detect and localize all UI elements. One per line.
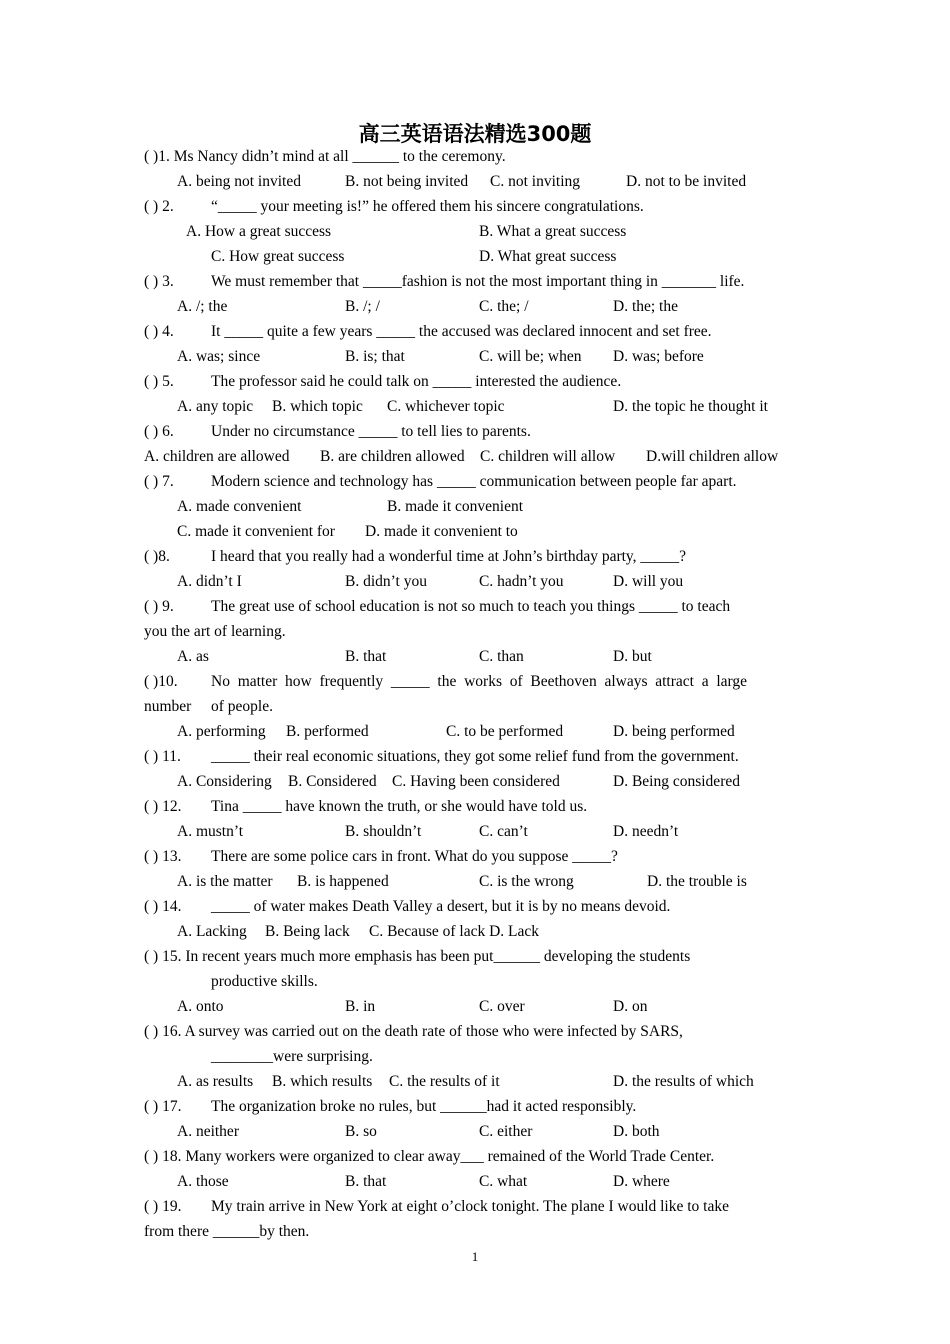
text-line: A. didn’t I (177, 573, 242, 590)
text-line-segment: C. will be; when (479, 348, 582, 365)
text-line-segment: D. needn’t (613, 823, 679, 840)
text-line: ( ) 16. A survey was carried out on the death rate of those who were infected by SARS, (144, 1023, 683, 1040)
text-line: A. was; since (177, 348, 261, 365)
text-line-segment: B. What a great success (479, 223, 627, 240)
text-line: A. those (177, 1173, 229, 1190)
text-line: number (144, 698, 192, 715)
text-line-segment: D. but (613, 648, 652, 665)
text-line-segment: The professor said he could talk on _____ interested the audience. (211, 373, 622, 390)
text-line: A. neither (177, 1123, 239, 1140)
text-line: A. as (177, 648, 209, 665)
text-line: A. performing (177, 723, 266, 740)
text-line: ( ) 5. (144, 373, 174, 390)
text-line-segment: D. both (613, 1123, 660, 1140)
text-line: ( ) 2. (144, 198, 174, 215)
text-line: from there ______by then. (144, 1223, 310, 1240)
text-line-segment: D. on (613, 998, 648, 1015)
text-line-segment: C. over (479, 998, 525, 1015)
text-line: A. /; the (177, 298, 228, 315)
text-line-segment: C. whichever topic (387, 398, 505, 415)
page-number: 1 (471, 1249, 479, 1264)
text-line-segment: D. was; before (613, 348, 704, 365)
text-line: ( ) 14. (144, 898, 182, 915)
text-line-segment: C. Because of lack D. Lack (369, 923, 540, 940)
text-line: productive skills. (211, 973, 318, 990)
text-line: ( ) 11. (144, 748, 181, 765)
text-line: ________were surprising. (211, 1048, 373, 1065)
text-line-segment: B. didn’t you (345, 573, 427, 590)
text-line-segment: D. will you (613, 573, 684, 590)
text-line-segment: I heard that you really had a wonderful time at John’s birthday party, _____? (211, 548, 687, 565)
text-line-segment: No matter how frequently _____ the works of Beethoven always attract a large (211, 673, 748, 690)
text-line: ( ) 7. (144, 473, 174, 490)
text-line-segment: of people. (211, 698, 273, 715)
text-line-segment: _____ of water makes Death Valley a desert, but it is by no means devoid. (211, 898, 671, 915)
text-line: ( )8. (144, 548, 170, 565)
text-line: A. any topic (177, 398, 254, 415)
text-line-segment: The organization broke no rules, but ______had it acted responsibly. (211, 1098, 637, 1115)
text-line: ( ) 9. (144, 598, 174, 615)
text-line: ( ) 12. (144, 798, 182, 815)
text-line-segment: _____ their real economic situations, they got some relief fund from the government. (211, 748, 739, 765)
text-line-segment: C. can’t (479, 823, 528, 840)
text-line-segment: B. /; / (345, 298, 380, 315)
text-line-segment: C. the results of it (389, 1073, 500, 1090)
text-line-segment: B. that (345, 648, 387, 665)
text-line: A. made convenient (177, 498, 302, 515)
text-line-segment: We must remember that _____fashion is not the most important thing in _______ life. (211, 273, 745, 290)
text-line: A. is the matter (177, 873, 273, 890)
text-line: C. How great success (211, 248, 345, 265)
text-line-segment: D. What great success (479, 248, 617, 265)
text-line-segment: B. are children allowed (320, 448, 465, 465)
text-line: A. Lacking (177, 923, 247, 940)
text-line: A. children are allowed (144, 448, 290, 465)
text-line-segment: D. the trouble is (647, 873, 747, 890)
text-line-segment: D.will children allow (646, 448, 779, 465)
text-line: ( ) 19. (144, 1198, 182, 1215)
text-line-segment: C. is the wrong (479, 873, 574, 890)
text-line-segment: My train arrive in New York at eight o’clock tonight. The plane I would like to take (211, 1198, 729, 1215)
text-line-segment: C. than (479, 648, 524, 665)
text-line-segment: There are some police cars in front. What do you suppose _____? (211, 848, 618, 865)
page-title: 高三英语语法精选300题 (358, 122, 592, 146)
text-line-segment: B. in (345, 998, 376, 1015)
text-line-segment: C. either (479, 1123, 533, 1140)
text-line-segment: B. not being invited (345, 173, 469, 190)
text-line-segment: B. shouldn’t (345, 823, 422, 840)
text-line: C. made it convenient for (177, 523, 335, 540)
text-line: A. being not invited (177, 173, 301, 190)
text-line-segment: C. what (479, 1173, 528, 1190)
text-line: A. Considering (177, 773, 272, 790)
text-line: A. as results (177, 1073, 254, 1090)
text-line-segment: C. hadn’t you (479, 573, 564, 590)
text-line: ( ) 4. (144, 323, 174, 340)
text-line-segment: B. made it convenient (387, 498, 524, 515)
text-line: A. onto (177, 998, 224, 1015)
text-line-segment: Under no circumstance _____ to tell lies to parents. (211, 423, 531, 440)
text-line-segment: D. the; the (613, 298, 678, 315)
text-line-segment: B. so (345, 1123, 377, 1140)
text-line-segment: C. Having been considered (392, 773, 560, 790)
text-line: ( ) 3. (144, 273, 174, 290)
text-line-segment: C. not inviting (490, 173, 580, 190)
text-line-segment: D. where (613, 1173, 670, 1190)
text-line: ( ) 6. (144, 423, 174, 440)
text-line-segment: D. the topic he thought it (613, 398, 768, 415)
text-line-segment: D. made it convenient to (365, 523, 518, 540)
text-line-segment: B. is happened (297, 873, 389, 890)
text-line-segment: “_____ your meeting is!” he offered them his sincere congratulations. (211, 198, 644, 215)
text-line-segment: B. which results (272, 1073, 373, 1090)
text-line-segment: D. not to be invited (626, 173, 747, 190)
text-line: A. How a great success (186, 223, 332, 240)
text-line-segment: B. that (345, 1173, 387, 1190)
text-line-segment: D. being performed (613, 723, 735, 740)
text-line-segment: The great use of school education is not so much to teach you things _____ to teach (211, 598, 731, 615)
text-line-segment: C. children will allow (480, 448, 616, 465)
text-line: ( ) 17. (144, 1098, 182, 1115)
text-line: ( )1. Ms Nancy didn’t mind at all ______ to the ceremony. (144, 148, 506, 165)
text-line-segment: B. is; that (345, 348, 405, 365)
text-line-segment: B. which topic (272, 398, 363, 415)
text-line-segment: D. the results of which (613, 1073, 754, 1090)
text-line: A. mustn’t (177, 823, 244, 840)
text-line-segment: B. Considered (288, 773, 377, 790)
text-line-segment: Tina _____ have known the truth, or she would have told us. (211, 798, 588, 815)
text-line-segment: It _____ quite a few years _____ the accused was declared innocent and set free. (211, 323, 712, 340)
text-line: ( ) 15. In recent years much more emphasis has been put______ developing the students (144, 948, 691, 965)
text-line: ( ) 13. (144, 848, 182, 865)
text-line: you the art of learning. (144, 623, 286, 640)
text-line-segment: C. to be performed (446, 723, 564, 740)
text-line-segment: B. Being lack (265, 923, 350, 940)
text-line-segment: C. the; / (479, 298, 529, 315)
text-line-segment: D. Being considered (613, 773, 740, 790)
text-line: ( )10. (144, 673, 178, 690)
text-line-segment: B. performed (286, 723, 369, 740)
text-line-segment: Modern science and technology has _____ communication between people far apart. (211, 473, 737, 490)
text-line: ( ) 18. Many workers were organized to clear away___ remained of the World Trade Center. (144, 1148, 715, 1165)
